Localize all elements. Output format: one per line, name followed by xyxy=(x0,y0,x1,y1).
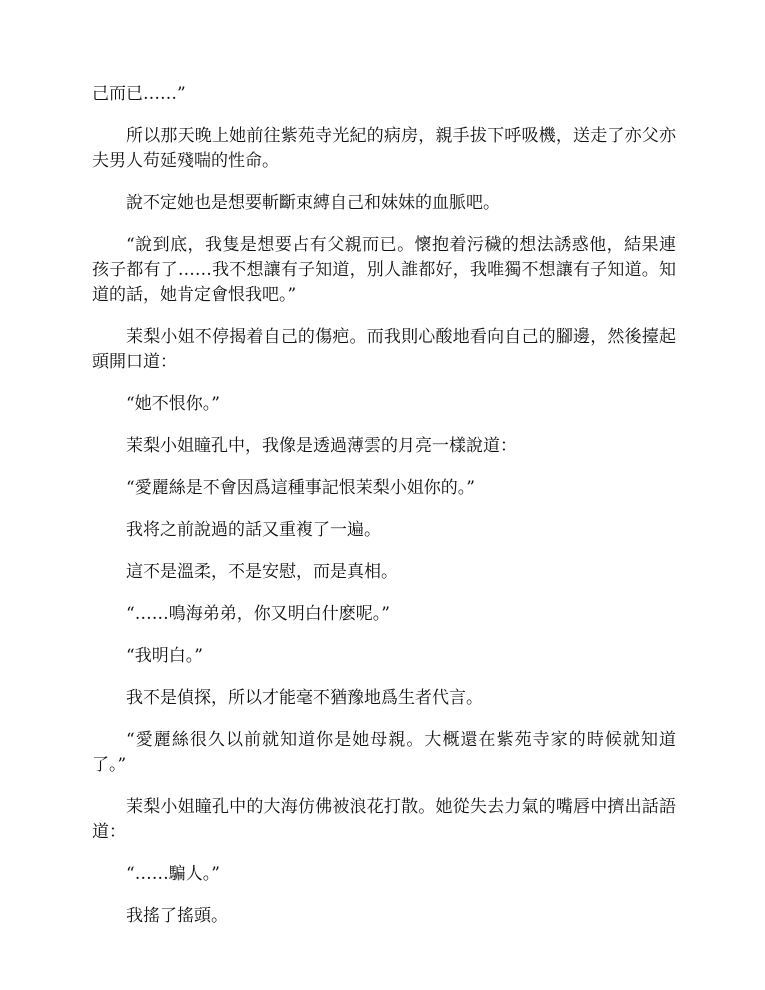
paragraph: “愛麗絲是不會因爲這種事記恨茉梨小姐你的。” xyxy=(126,478,475,498)
paragraph: 我将之前說過的話又重複了一遍。 xyxy=(126,520,381,540)
paragraph: “我明白。” xyxy=(126,646,203,666)
paragraph: “……騙人。” xyxy=(126,864,220,884)
paragraph: 茉梨小姐瞳孔中，我像是透過薄雲的月亮一樣說道： xyxy=(126,436,517,456)
paragraph: “愛麗絲很久以前就知道你是她母親。大概還在紫苑寺家的時候就知道了。” xyxy=(92,730,676,775)
paragraph: 這不是溫柔，不是安慰，而是真相。 xyxy=(126,562,398,582)
paragraph: 我搖了搖頭。 xyxy=(126,906,228,926)
paragraph: “……鳴海弟弟，你又明白什麽呢。” xyxy=(126,604,390,624)
paragraph: “她不恨你。” xyxy=(126,394,220,414)
paragraph: 己而已……” xyxy=(92,84,186,104)
paragraph: 說不定她也是想要斬斷束縛自己和妹妹的血脈吧。 xyxy=(126,193,500,213)
paragraph: “說到底，我隻是想要占有父親而已。懷抱着污穢的想法誘惑他，結果連孩子都有了……我不想讓有子知道，別人誰都好，我唯獨不想讓有子知道。知道的話，她肯定會恨我吧。” xyxy=(92,235,676,305)
paragraph: 茉梨小姐不停揭着自己的傷疤。而我則心酸地看向自己的腳邊，然後擡起頭開口道： xyxy=(92,327,676,372)
paragraph: 所以那天晚上她前往紫苑寺光紀的病房，親手拔下呼吸機，送走了亦父亦夫男人苟延殘喘的性命。 xyxy=(92,126,676,171)
paragraph: 茉梨小姐瞳孔中的大海仿佛被浪花打散。她從失去力氣的嘴唇中擠出話語道： xyxy=(92,797,676,842)
text-column xyxy=(92,82,676,946)
paragraph: 我不是偵探，所以才能毫不猶豫地爲生者代言。 xyxy=(126,688,483,708)
